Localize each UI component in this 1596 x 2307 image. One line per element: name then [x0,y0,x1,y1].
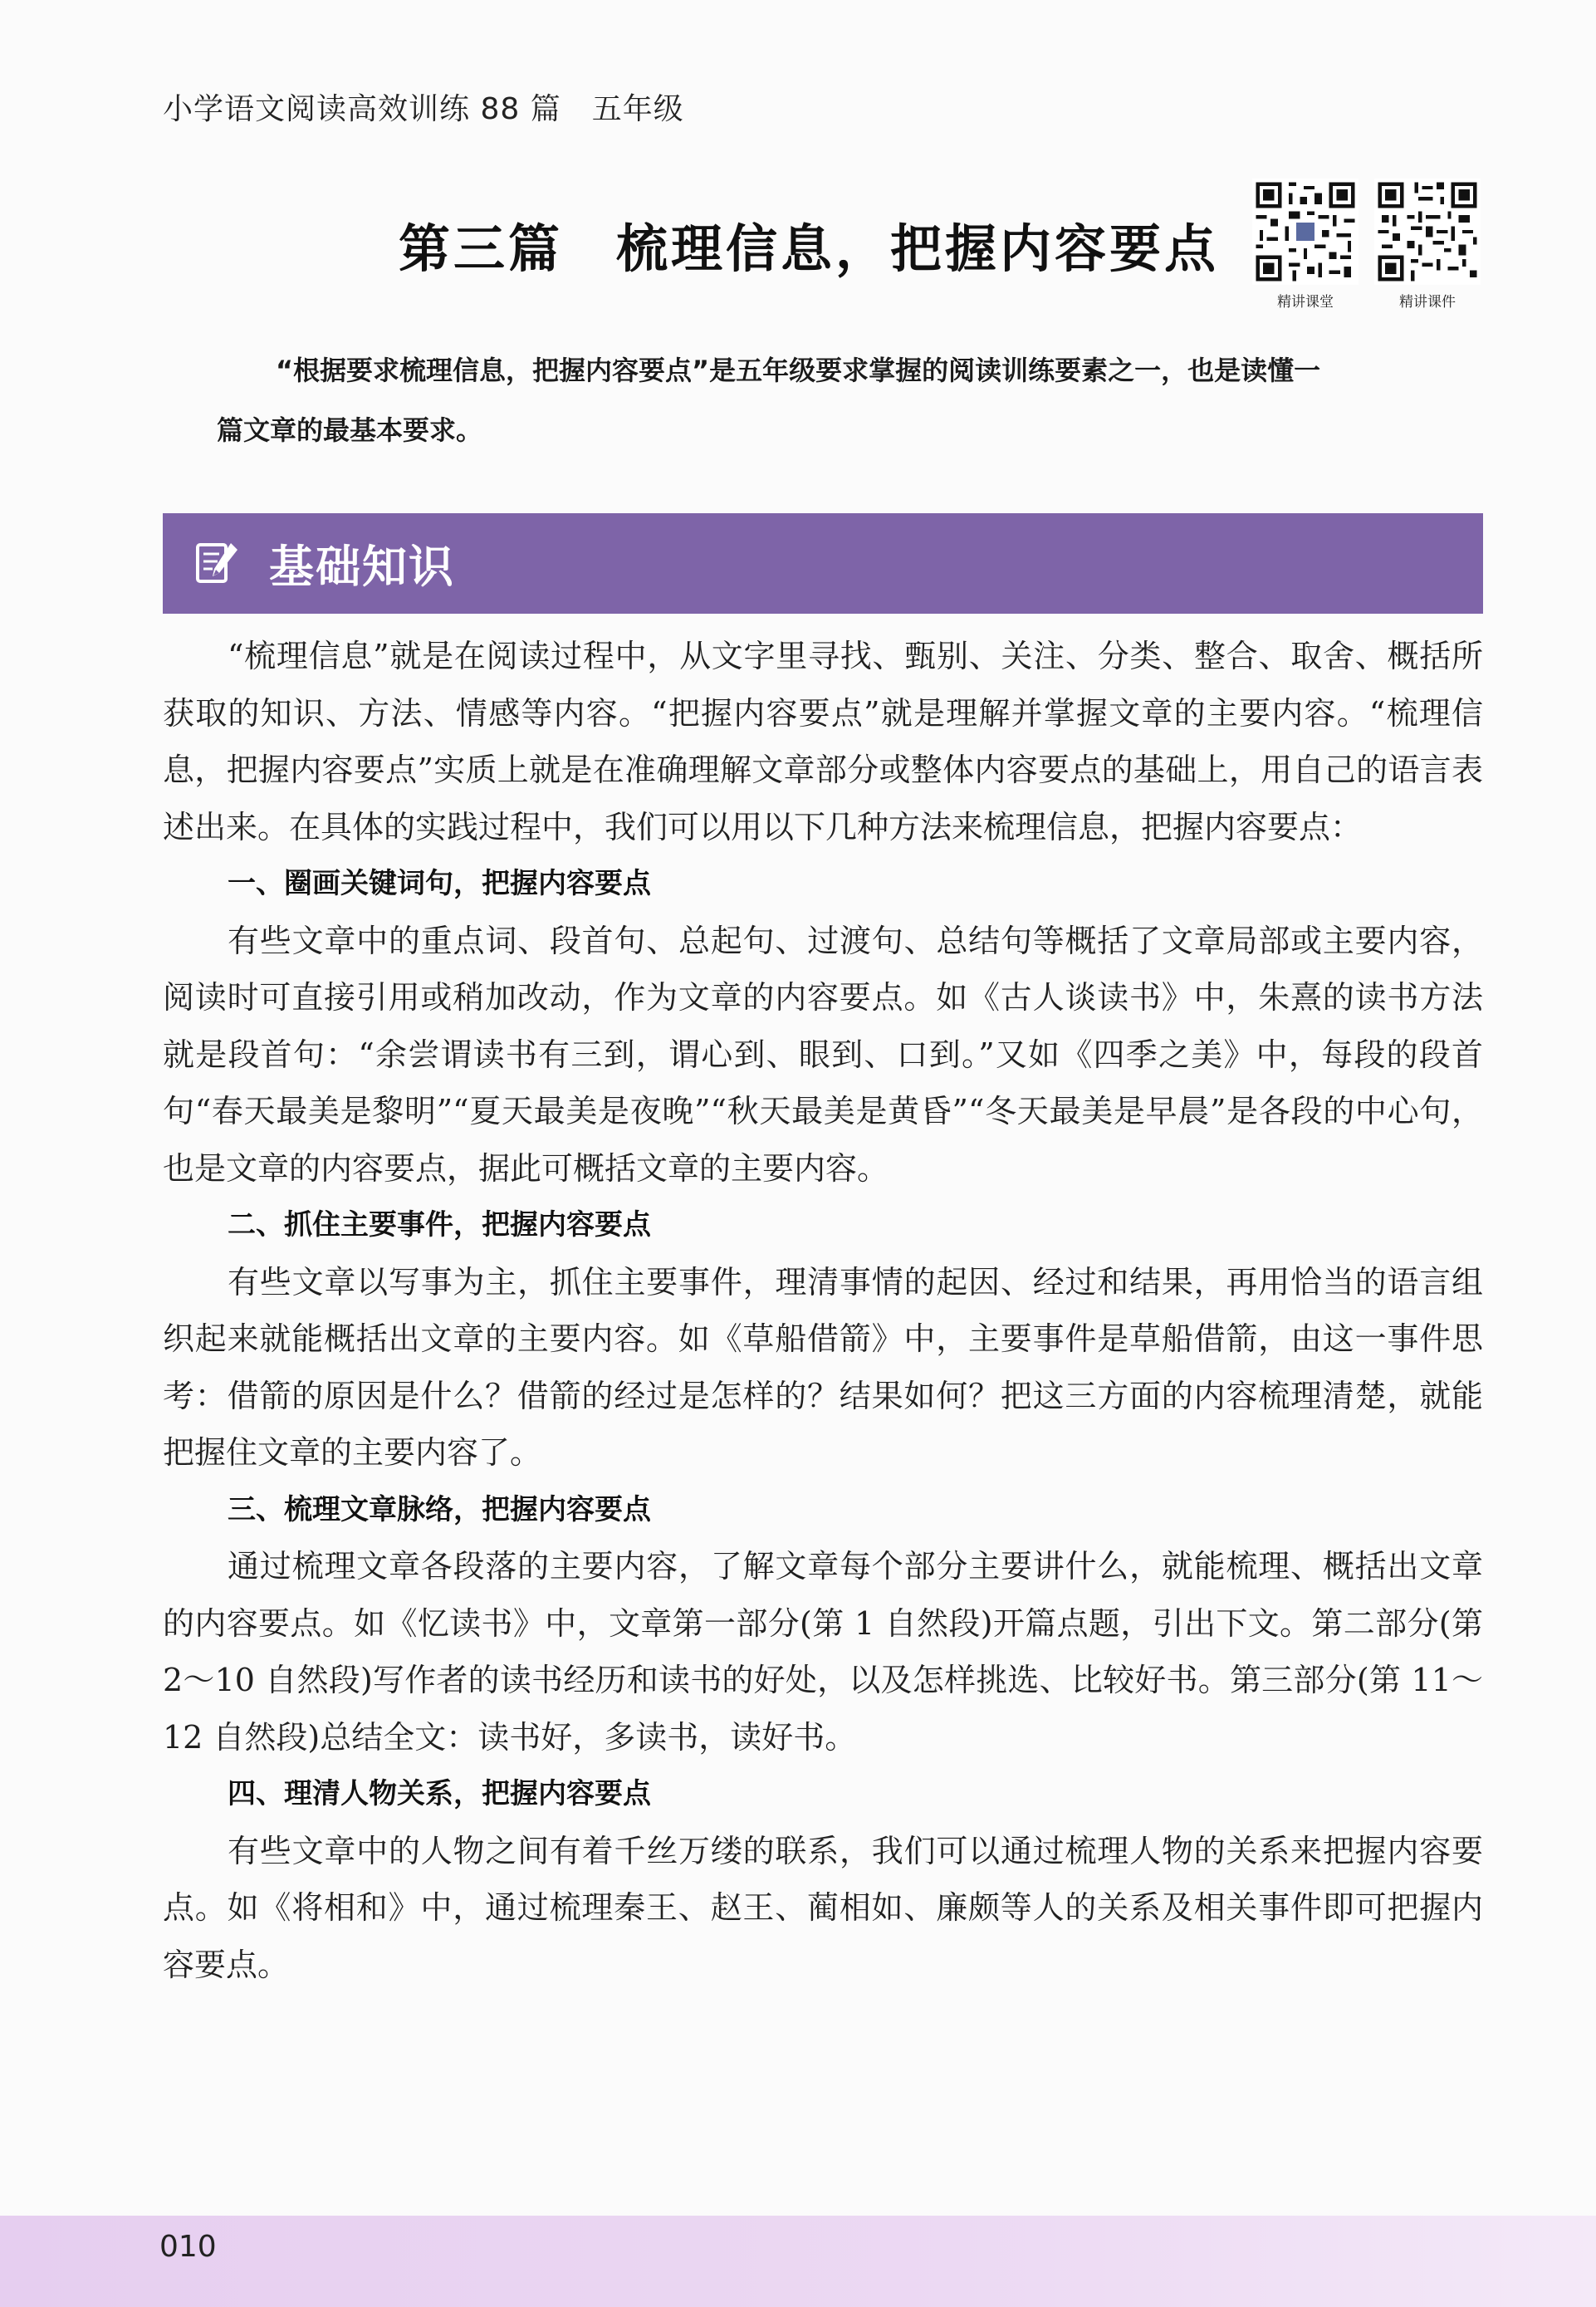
qr-code-icon [1374,179,1481,285]
section-banner [163,513,1483,614]
qr-code-icon [1252,179,1359,285]
chapter-intro [217,340,1480,446]
chapter-name: 梳理信息，把握内容要点 [616,218,1220,279]
method-heading: 三、梳理文章脉络，把握内容要点 [228,1492,651,1526]
page-number: 010 [159,2230,217,2264]
qr-label: 精讲课堂 [1277,294,1334,311]
intro-line-1: “根据要求梳理信息，把握内容要点”是五年级要求掌握的阅读训练要素之一，也是读懂一 [276,355,1321,386]
intro-line-2: 篇文章的最基本要求。 [217,414,483,446]
intro-paragraph: “梳理信息”就是在阅读过程中，从文字里寻找、甄别、关注、分类、整合、取舍、概括所获取的知识、方法、情感等内容。“把握内容要点”就是理解并掌握文章的主要内容。“梳理信息，把握内容要点”实质上就是在准确理解文章部分或整体内容要点的基础上，用自己的语言表述出来。在具体的实践过程中，我们可以用以下几种方法来梳理信息，把握内容要点： [163,638,1483,845]
method-heading: 一、圈画关键词句，把握内容要点 [228,867,651,900]
method-paragraph: 通过梳理文章各段落的主要内容，了解文章每个部分主要讲什么，就能梳理、概括出文章的内容要点。如《忆读书》中，文章第一部分(第 1 自然段)开篇点题，引出下文。第二部分(第 2～10 自然段)写作者的读书经历和读书的好处，以及怎样挑选、比较好书。第三部分(第 11～12 自然段)总结全文：读书好，多读书，读好书。 [163,1548,1483,1756]
notebook-pencil-icon [194,538,241,588]
method-paragraph: 有些文章中的重点词、段首句、总起句、过渡句、总结句等概括了文章局部或主要内容，阅读时可直接引用或稍加改动，作为文章的内容要点。如《古人谈读书》中，朱熹的读书方法就是段首句：“余尝谓读书有三到，谓心到、眼到、口到。”又如《四季之美》中，每段的段首句“春天最美是黎明”“夏天最美是夜晚”“秋天最美是黄昏”“冬天最美是早晨”是各段的中心句，也是文章的内容要点，据此可概括文章的主要内容。 [163,922,1483,1187]
chapter-title [399,208,1219,282]
section-title: 基础知识 [269,541,455,593]
qr-lecture-slides[interactable] [1374,179,1481,311]
chapter-number: 第三篇 [399,218,564,279]
qr-label: 精讲课件 [1399,294,1456,311]
method-heading: 四、理清人物关系，把握内容要点 [228,1777,651,1810]
qr-lecture-class[interactable] [1252,179,1359,311]
body-text [163,628,1483,1993]
running-header: 小学语文阅读高效训练 88 篇 五年级 [163,92,684,126]
method-paragraph: 有些文章以写事为主，抓住主要事件，理清事情的起因、经过和结果，再用恰当的语言组织起来就能概括出文章的主要内容。如《草船借箭》中，主要事件是草船借箭，由这一事件思考：借箭的原因是什么？借箭的经过是怎样的？结果如何？把这三方面的内容梳理清楚，就能把握住文章的主要内容了。 [163,1263,1483,1471]
method-heading: 二、抓住主要事件，把握内容要点 [228,1208,651,1242]
method-paragraph: 有些文章中的人物之间有着千丝万缕的联系，我们可以通过梳理人物的关系来把握内容要点。如《将相和》中，通过梳理秦王、赵王、蔺相如、廉颇等人的关系及相关事件即可把握内容要点。 [163,1832,1483,1983]
footer-band [0,2216,1596,2307]
